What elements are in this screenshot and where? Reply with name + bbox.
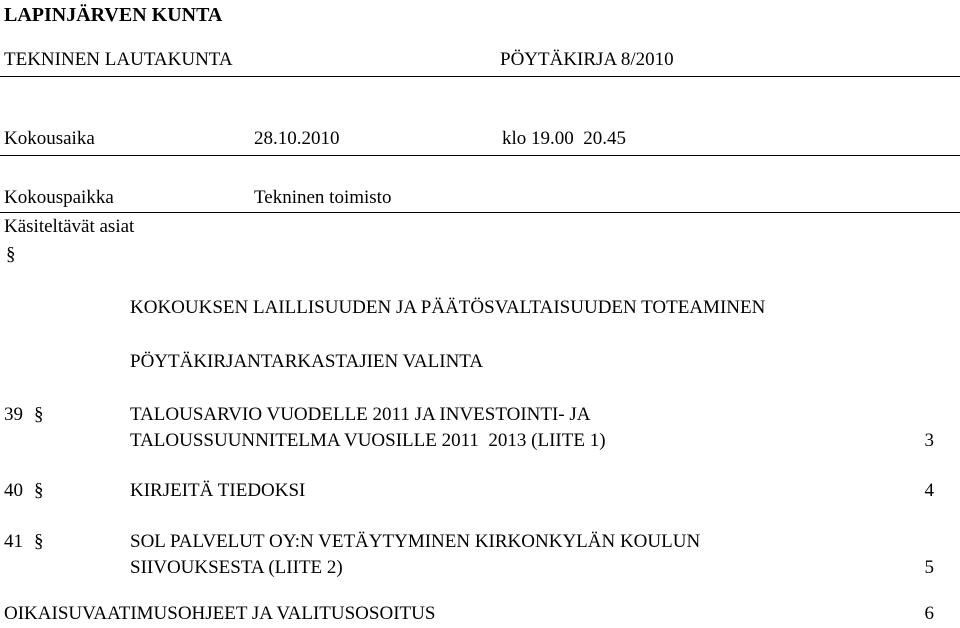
agenda-item-title: TALOUSARVIO VUODELLE 2011 JA INVESTOINTI- JA xyxy=(130,404,591,425)
agenda-item-number: 41 xyxy=(4,531,23,552)
agenda-item-page: 3 xyxy=(924,430,934,451)
agenda-item-title: SOL PALVELUT OY:N VETÄYTYMINEN KIRKONKYLÄN KOULUN xyxy=(130,531,701,552)
minutes-reference: PÖYTÄKIRJA 8/2010 xyxy=(500,49,674,70)
meeting-time-divider xyxy=(0,155,960,156)
agenda-heading: Käsiteltävät asiat xyxy=(4,216,135,237)
section-symbol: § xyxy=(34,404,44,425)
municipality-name: LAPINJÄRVEN KUNTA xyxy=(4,4,223,26)
board-name: TEKNINEN LAUTAKUNTA xyxy=(4,49,233,70)
agenda-item-title-continued: SIIVOUKSESTA (LIITE 2) xyxy=(130,557,343,578)
section-symbol: § xyxy=(34,480,44,501)
section-symbol: § xyxy=(34,531,44,552)
agenda-item-page: 4 xyxy=(924,480,934,501)
appeal-instructions-page: 6 xyxy=(924,603,934,624)
meeting-place: Tekninen toimisto xyxy=(254,187,392,208)
agenda-item-title-continued: TALOUSSUUNNITELMA VUOSILLE 2011 2013 (LIITE 1) xyxy=(130,430,606,451)
agenda-item-page: 5 xyxy=(924,557,934,578)
meeting-time-label: Kokousaika xyxy=(4,128,95,149)
appeal-instructions-title: OIKAISUVAATIMUSOHJEET JA VALITUSOSOITUS xyxy=(4,603,436,624)
meeting-place-divider xyxy=(0,212,960,213)
agenda-item-title: KIRJEITÄ TIEDOKSI xyxy=(130,480,306,501)
meeting-place-label: Kokouspaikka xyxy=(4,187,114,208)
agenda-item-title: KOKOUKSEN LAILLISUUDEN JA PÄÄTÖSVALTAISUUDEN TOTEAMINEN xyxy=(130,297,766,318)
meeting-time: klo 19.00 20.45 xyxy=(502,128,627,149)
agenda-item-number: 40 xyxy=(4,480,23,501)
agenda-item-title: PÖYTÄKIRJANTARKASTAJIEN VALINTA xyxy=(130,351,484,372)
meeting-date: 28.10.2010 xyxy=(254,128,340,149)
section-symbol-header: § xyxy=(6,244,16,265)
agenda-item-number: 39 xyxy=(4,404,23,425)
header-divider xyxy=(0,76,960,77)
